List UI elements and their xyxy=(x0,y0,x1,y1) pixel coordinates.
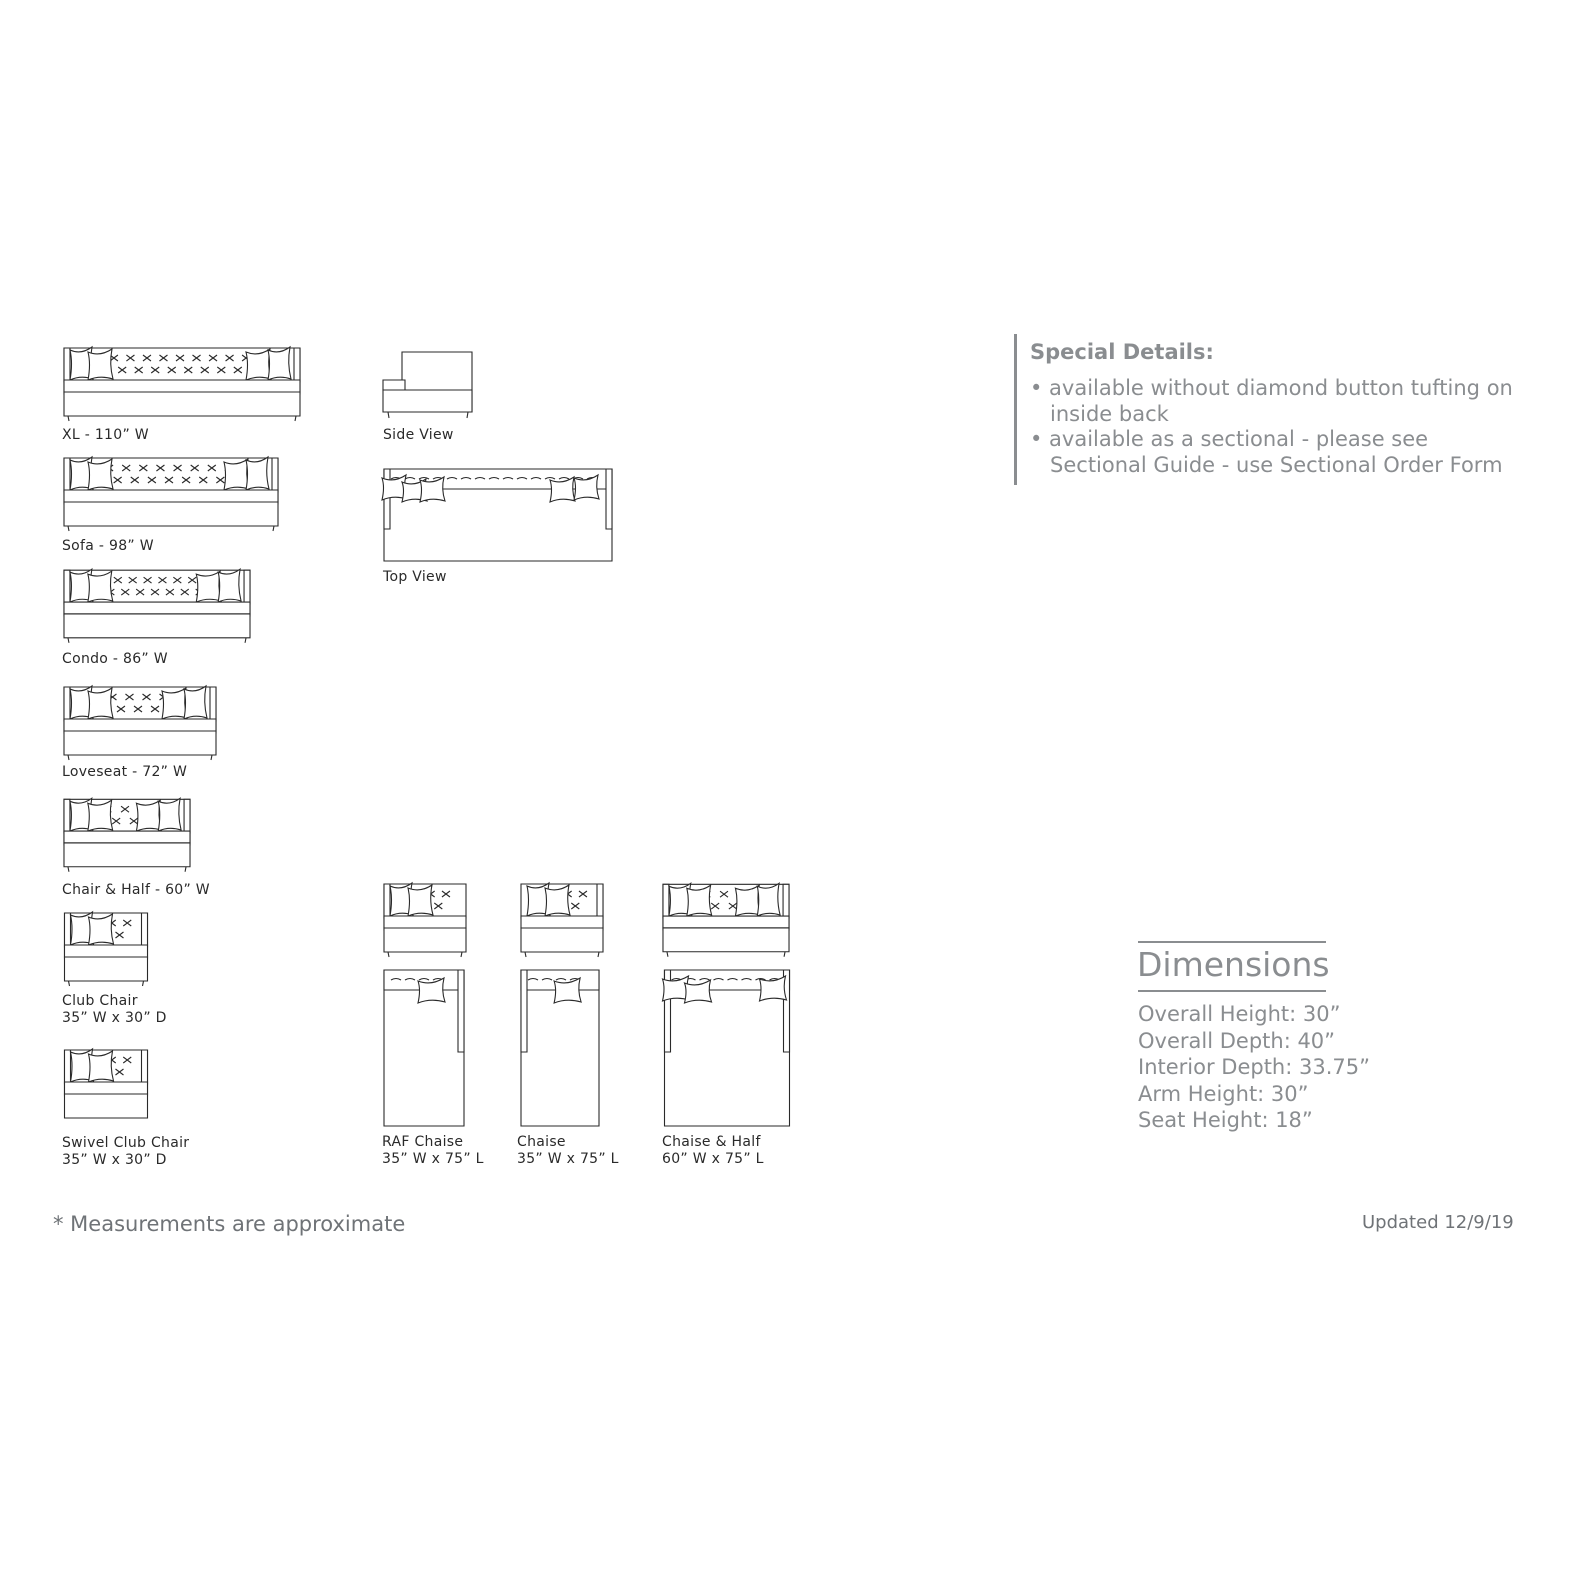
updated-date: Updated 12/9/19 xyxy=(1362,1212,1514,1233)
top-view-caption: Top View xyxy=(383,569,447,585)
measurements-footnote: * Measurements are approximate xyxy=(53,1212,406,1236)
side-view-caption: Side View xyxy=(383,427,454,443)
special-detail-line: • available as a sectional - please see xyxy=(1030,427,1429,451)
dimension-overall-height: Overall Height: 30” xyxy=(1138,1002,1341,1026)
special-detail-line: Sectional Guide - use Sectional Order Form xyxy=(1030,453,1503,477)
loveseat-caption: Loveseat - 72” W xyxy=(62,764,188,780)
sofa-caption: Sofa - 98” W xyxy=(62,538,154,554)
club-chair-drawing xyxy=(62,908,150,988)
raf-chaise-dims: 35” W x 75” L xyxy=(382,1151,484,1167)
condo-caption: Condo - 86” W xyxy=(62,651,168,667)
top-view-drawing xyxy=(382,467,614,563)
chaise-top-drawing xyxy=(519,968,601,1128)
chair-half-caption: Chair & Half - 60” W xyxy=(62,882,210,898)
chaise-dims: 35” W x 75” L xyxy=(517,1151,619,1167)
swivel-dims: 35” W x 30” D xyxy=(62,1152,167,1168)
raf-chaise-front-drawing xyxy=(382,879,468,959)
chaise-front-drawing xyxy=(519,879,605,959)
club-chair-dims: 35” W x 30” D xyxy=(62,1010,167,1026)
chaise-half-top-drawing xyxy=(662,968,792,1128)
raf-chaise-caption: RAF Chaise xyxy=(382,1134,464,1150)
dimensions-rule-top xyxy=(1138,941,1326,943)
special-detail-line: • available without diamond button tufting on xyxy=(1030,376,1513,400)
sofa-drawing xyxy=(62,453,280,533)
dimension-interior-depth: Interior Depth: 33.75” xyxy=(1138,1055,1370,1079)
special-details-title: Special Details: xyxy=(1030,340,1214,364)
swivel-caption: Swivel Club Chair xyxy=(62,1135,190,1151)
dimension-seat-height: Seat Height: 18” xyxy=(1138,1108,1313,1132)
swivel-club-chair-drawing xyxy=(62,1045,150,1125)
dimensions-rule-bottom xyxy=(1138,990,1326,992)
chaise-caption: Chaise xyxy=(517,1134,566,1150)
club-chair-caption: Club Chair xyxy=(62,993,138,1009)
dimension-overall-depth: Overall Depth: 40” xyxy=(1138,1029,1336,1053)
special-details-rule xyxy=(1014,334,1017,485)
dimensions-title: Dimensions xyxy=(1137,945,1330,984)
loveseat-drawing xyxy=(62,682,218,762)
side-view-drawing xyxy=(380,350,476,422)
condo-drawing xyxy=(62,565,252,645)
raf-chaise-top-drawing xyxy=(382,968,466,1128)
chair-half-drawing xyxy=(62,794,192,874)
special-detail-line: inside back xyxy=(1030,402,1169,426)
chaise-half-dims: 60” W x 75” L xyxy=(662,1151,764,1167)
xl-caption: XL - 110” W xyxy=(62,427,149,443)
xl-sofa-drawing xyxy=(62,343,302,423)
dimension-arm-height: Arm Height: 30” xyxy=(1138,1082,1309,1106)
chaise-half-front-drawing xyxy=(661,879,791,959)
chaise-half-caption: Chaise & Half xyxy=(662,1134,761,1150)
